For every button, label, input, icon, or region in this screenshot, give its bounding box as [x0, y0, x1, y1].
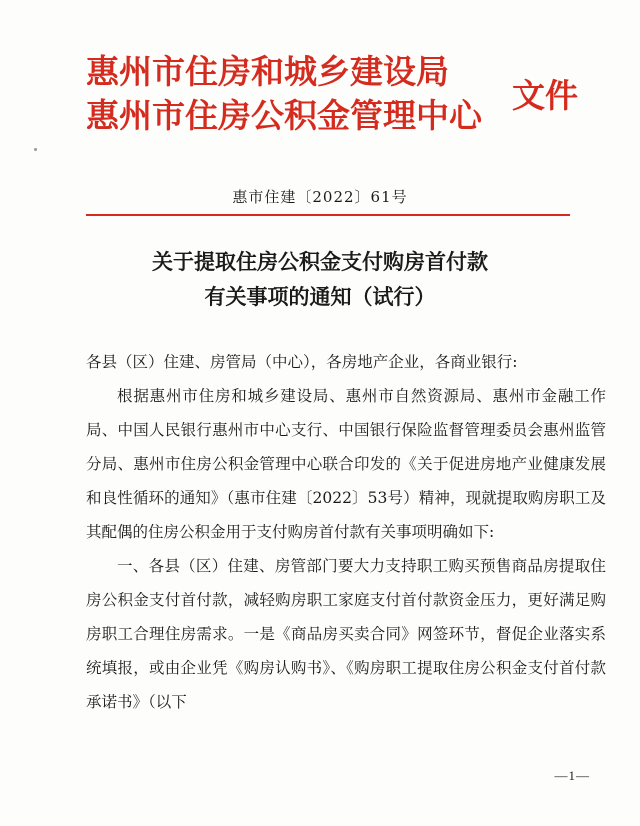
document-number: 惠市住建〔2022〕61号: [232, 188, 408, 206]
scan-speck: [34, 148, 37, 151]
salutation: 各县（区）住建、房管局（中心），各房地产企业，各商业银行:: [86, 353, 518, 371]
paragraph: 一、各县（区）住建、房管部门要大力支持职工购买预售商品房提取住房公积金支付首付款，减轻购房职工家庭支付首付款资金压力，更好满足购房职工合理住房需求。一是《商品房买卖合同》网签环节，督促企业落实系统填报，或由企业凭《购房认购书》、《购房职工提取住房公积金支付首付款承诺书》（以下: [86, 557, 606, 711]
issuing-org-2: 惠州市住房公积金管理中心: [86, 96, 482, 135]
notice-title-line-2: 有关事项的通知（试行）: [204, 284, 436, 309]
notice-body: [86, 345, 606, 719]
document-header: [86, 50, 482, 138]
page-number: —1—: [554, 768, 590, 783]
red-divider: [86, 214, 570, 216]
paragraph: 根据惠州市住房和城乡建设局、惠州市自然资源局、惠州市金融工作局、中国人民银行惠州市中心支行、中国银行保险监督管理委员会惠州监管分局、惠州市住房公积金管理中心联合印发的《关于促进房地产业健康发展和良性循环的通知》（惠市住建〔2022〕53号）精神，现就提取购房职工及其配偶的住房公积金用于支付购房首付款有关事项明确如下:: [86, 387, 606, 541]
document-type-label: 文件: [512, 76, 578, 115]
issuing-org-1: 惠州市住房和城乡建设局: [86, 52, 449, 91]
notice-title-line-1: 关于提取住房公积金支付购房首付款: [152, 249, 488, 274]
